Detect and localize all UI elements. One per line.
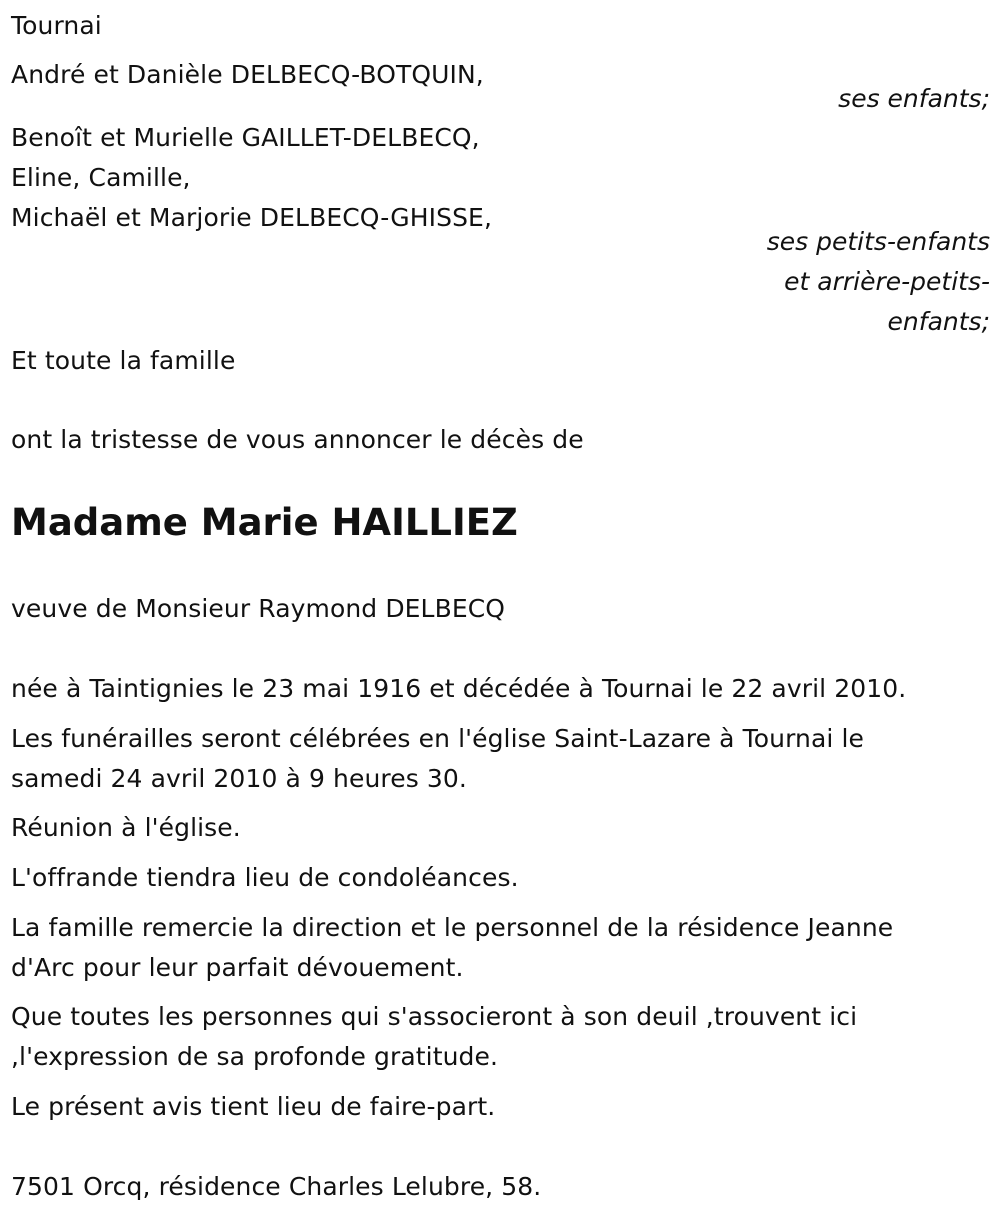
gratitude-line-2: ,l'expression de sa profonde gratitude.	[11, 1042, 499, 1071]
thanks-line-2: d'Arc pour leur parfait dévouement.	[11, 953, 464, 982]
grandchild-line-3: Michaël et Marjorie DELBECQ-GHISSE,	[11, 203, 493, 232]
grandchildren-label-2: et arrière-petits-	[784, 267, 990, 296]
announcement-intro: ont la tristesse de vous annoncer le décès de	[11, 425, 584, 454]
birth-death-line: née à Taintignies le 23 mai 1916 et décédée à Tournai le 22 avril 2010.	[11, 674, 907, 703]
children-names: André et Danièle DELBECQ-BOTQUIN,	[11, 60, 484, 89]
grandchildren-label-3: enfants;	[887, 307, 990, 336]
funeral-line-1: Les funérailles seront célébrées en l'église Saint-Lazare à Tournai le	[11, 724, 864, 753]
widow-of: veuve de Monsieur Raymond DELBECQ	[11, 594, 506, 623]
grandchildren-label-1: ses petits-enfants	[766, 227, 990, 256]
family-line: Et toute la famille	[11, 346, 236, 375]
deceased-name: Madame Marie HAILLIEZ	[11, 501, 518, 544]
offering-line: L'offrande tiendra lieu de condoléances.	[11, 863, 519, 892]
notice-line: Le présent avis tient lieu de faire-part.	[11, 1092, 496, 1121]
city-heading: Tournai	[11, 11, 102, 40]
children-label: ses enfants;	[838, 84, 990, 113]
gratitude-line-1: Que toutes les personnes qui s'associeront à son deuil ,trouvent ici	[11, 1002, 858, 1031]
thanks-line-1: La famille remercie la direction et le personnel de la résidence Jeanne	[11, 913, 894, 942]
funeral-line-2: samedi 24 avril 2010 à 9 heures 30.	[11, 764, 467, 793]
meeting-line: Réunion à l'église.	[11, 813, 241, 842]
grandchild-line-1: Benoît et Murielle GAILLET-DELBECQ,	[11, 123, 480, 152]
grandchild-line-2: Eline, Camille,	[11, 163, 191, 192]
address-line: 7501 Orcq, résidence Charles Lelubre, 58.	[11, 1172, 542, 1201]
